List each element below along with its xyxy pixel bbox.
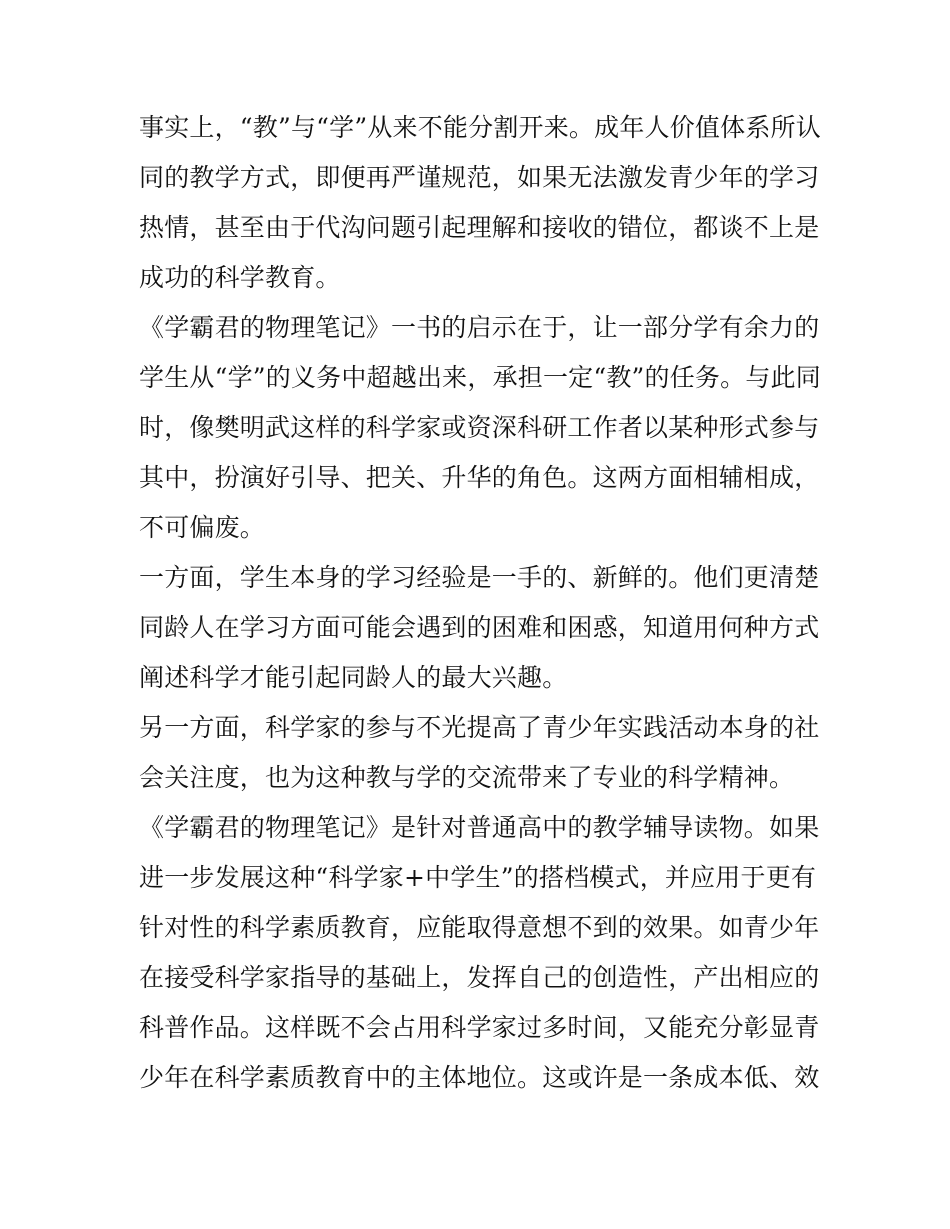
text-line: 科普作品。这样既不会占用科学家过多时间，又能充分彰显青	[139, 1013, 820, 1042]
paragraph-2	[139, 303, 819, 553]
paragraph-4	[139, 703, 819, 803]
text-line: 时，像樊明武这样的科学家或资深科研工作者以某种形式参与	[139, 413, 820, 442]
text-line: 一方面，学生本身的学习经验是一手的、新鲜的。他们更清楚	[139, 563, 820, 592]
text-line: 在接受科学家指导的基础上，发挥自己的创造性，产出相应的	[139, 963, 820, 992]
text-line: 事实上，“教”与“学”从来不能分割开来。成年人价值体系所认	[139, 113, 821, 142]
paragraph-5	[139, 803, 819, 1103]
document-body	[139, 103, 819, 1103]
text-line: 另一方面，科学家的参与不光提高了青少年实践活动本身的社	[139, 713, 820, 742]
text-line: 同龄人在学习方面可能会遇到的困难和困惑，知道用何种方式	[139, 613, 820, 642]
text-line: 其中，扮演好引导、把关、升华的角色。这两方面相辅相成，	[139, 463, 820, 492]
text-line: 学生从“学”的义务中超越出来，承担一定“教”的任务。与此同	[139, 363, 821, 392]
text-line: 针对性的科学素质教育，应能取得意想不到的效果。如青少年	[139, 913, 820, 942]
paragraph-3	[139, 553, 819, 703]
text-line: 《学霸君的物理笔记》是针对普通高中的教学辅导读物。如果	[139, 813, 820, 842]
text-line: 少年在科学素质教育中的主体地位。这或许是一条成本低、效	[139, 1063, 820, 1092]
text-line: 成功的科学教育。	[139, 263, 341, 292]
text-line: 阐述科学才能引起同龄人的最大兴趣。	[139, 663, 568, 692]
paragraph-1	[139, 103, 819, 303]
text-line: 不可偏废。	[139, 513, 266, 542]
text-line: 《学霸君的物理笔记》一书的启示在于，让一部分学有余力的	[139, 313, 820, 342]
text-line: 会关注度，也为这种教与学的交流带来了专业的科学精神。	[139, 763, 795, 792]
text-line: 进一步发展这种“科学家+中学生”的搭档模式，并应用于更有	[139, 863, 817, 892]
text-line: 同的教学方式，即便再严谨规范，如果无法激发青少年的学习	[139, 163, 820, 192]
text-line: 热情，甚至由于代沟问题引起理解和接收的错位，都谈不上是	[139, 213, 820, 242]
